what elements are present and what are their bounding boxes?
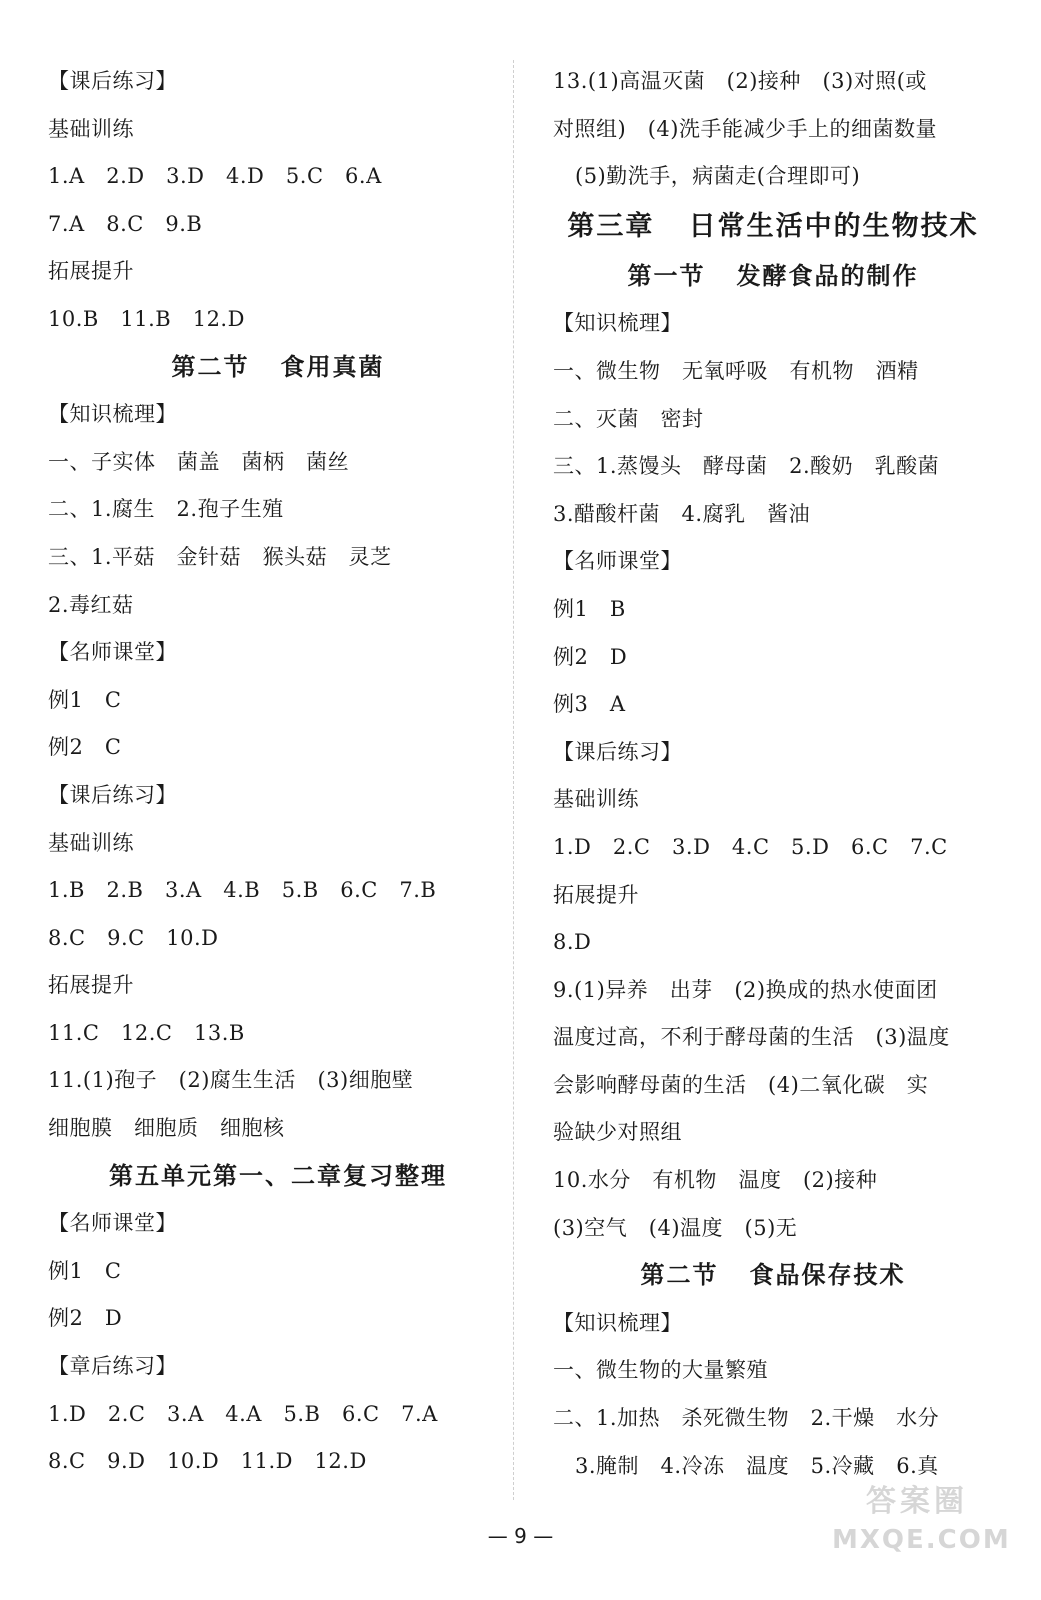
answer-line: 【知识梳理】 [553, 311, 682, 336]
answer-line: 【知识梳理】 [48, 402, 177, 427]
answer-line: 拓展提升 [48, 973, 134, 998]
section-heading: 第三章 日常生活中的生物技术 [567, 210, 979, 242]
page-number: — 9 — [487, 1524, 554, 1548]
answer-line: 二、1.加热 杀死微生物 2.干燥 水分 [553, 1406, 940, 1431]
watermark-text-bottom: MXQE.COM [832, 1525, 1011, 1555]
section-heading: 第一节 发酵食品的制作 [627, 261, 919, 290]
right-column [553, 58, 993, 1490]
answer-line: 13.(1)高温灭菌 (2)接种 (3)对照(或 [553, 69, 927, 93]
answer-line: 例1 C [48, 687, 122, 712]
answer-line: 8.C 9.C 10.D [48, 925, 219, 950]
answer-line: 三、1.平菇 金针菇 猴头菇 灵芝 [48, 544, 392, 569]
answer-line: 10.B 11.B 12.D [48, 306, 245, 331]
answer-line: 例3 A [553, 692, 626, 717]
answer-line: 11.(1)孢子 (2)腐生生活 (3)细胞壁 [48, 1068, 414, 1093]
answer-line: 拓展提升 [48, 259, 134, 284]
answer-line: 【名师课堂】 [553, 549, 682, 574]
answer-line: 10.水分 有机物 温度 (2)接种 [553, 1168, 878, 1193]
answer-line: 例2 D [553, 644, 628, 669]
answer-line: 【名师课堂】 [48, 1211, 177, 1236]
answer-line: 【知识梳理】 [553, 1310, 682, 1335]
answer-line: 基础训练 [553, 787, 639, 812]
answer-line: 基础训练 [48, 830, 134, 855]
section-heading: 第二节 食品保存技术 [640, 1261, 906, 1290]
answer-line: 例2 C [48, 735, 122, 760]
answer-line: 会影响酵母菌的生活 (4)二氧化碳 实 [553, 1072, 929, 1097]
answer-line: 【章后练习】 [48, 1354, 177, 1379]
answer-line: 1.D 2.C 3.A 4.A 5.B 6.C 7.A [48, 1401, 438, 1426]
left-column [48, 58, 508, 1486]
watermark-text-top: 答案圈 [866, 1484, 968, 1519]
answer-line: 例2 D [48, 1306, 123, 1331]
column-divider [513, 60, 514, 1500]
answer-line: 7.A 8.C 9.B [48, 211, 203, 236]
answer-line: 【课后练习】 [48, 69, 177, 93]
answer-line: (3)空气 (4)温度 (5)无 [553, 1215, 798, 1240]
answer-line: (5)勤洗手，病菌走(合理即可) [575, 164, 861, 189]
answer-line: 11.C 12.C 13.B [48, 1020, 245, 1045]
answer-line: 拓展提升 [553, 882, 639, 907]
answer-line: 3.腌制 4.冷冻 温度 5.冷藏 6.真 [575, 1453, 939, 1478]
answer-line: 基础训练 [48, 116, 134, 141]
answer-line: 2.毒红菇 [48, 592, 134, 617]
answer-line: 一、微生物 无氧呼吸 有机物 酒精 [553, 358, 919, 383]
answer-line: 一、微生物的大量繁殖 [553, 1358, 768, 1383]
watermark-logo [832, 1482, 1011, 1582]
answer-line: 二、灭菌 密封 [553, 406, 704, 431]
answer-line: 3.醋酸杆菌 4.腐乳 酱油 [553, 501, 811, 526]
answer-line: 例1 B [553, 596, 626, 621]
answer-line: 对照组) (4)洗手能减少手上的细菌数量 [553, 116, 937, 141]
answer-line: 温度过高，不利于酵母菌的生活 (3)温度 [553, 1025, 950, 1050]
answer-line: 8.D [553, 930, 592, 955]
answer-line: 细胞膜 细胞质 细胞核 [48, 1116, 285, 1141]
answer-line: 【名师课堂】 [48, 640, 177, 665]
section-heading: 第五单元第一、二章复习整理 [109, 1161, 447, 1190]
answer-line: 1.B 2.B 3.A 4.B 5.B 6.C 7.B [48, 878, 437, 903]
section-heading: 第二节 食用真菌 [171, 352, 385, 381]
answer-line: 9.(1)异养 出芽 (2)换成的热水使面团 [553, 977, 938, 1002]
answer-line: 三、1.蒸馒头 酵母菌 2.酸奶 乳酸菌 [553, 454, 940, 479]
answer-line: 验缺少对照组 [553, 1120, 682, 1145]
answer-line: 1.D 2.C 3.D 4.C 5.D 6.C 7.C [553, 834, 948, 859]
answer-line: 1.A 2.D 3.D 4.D 5.C 6.A [48, 164, 382, 189]
answer-line: 8.C 9.D 10.D 11.D 12.D [48, 1449, 367, 1474]
answer-line: 【课后练习】 [48, 782, 177, 807]
answer-line: 一、子实体 菌盖 菌柄 菌丝 [48, 449, 350, 474]
answer-line: 【课后练习】 [553, 739, 682, 764]
answer-line: 例1 C [48, 1258, 122, 1283]
answer-line: 二、1.腐生 2.孢子生殖 [48, 497, 284, 522]
